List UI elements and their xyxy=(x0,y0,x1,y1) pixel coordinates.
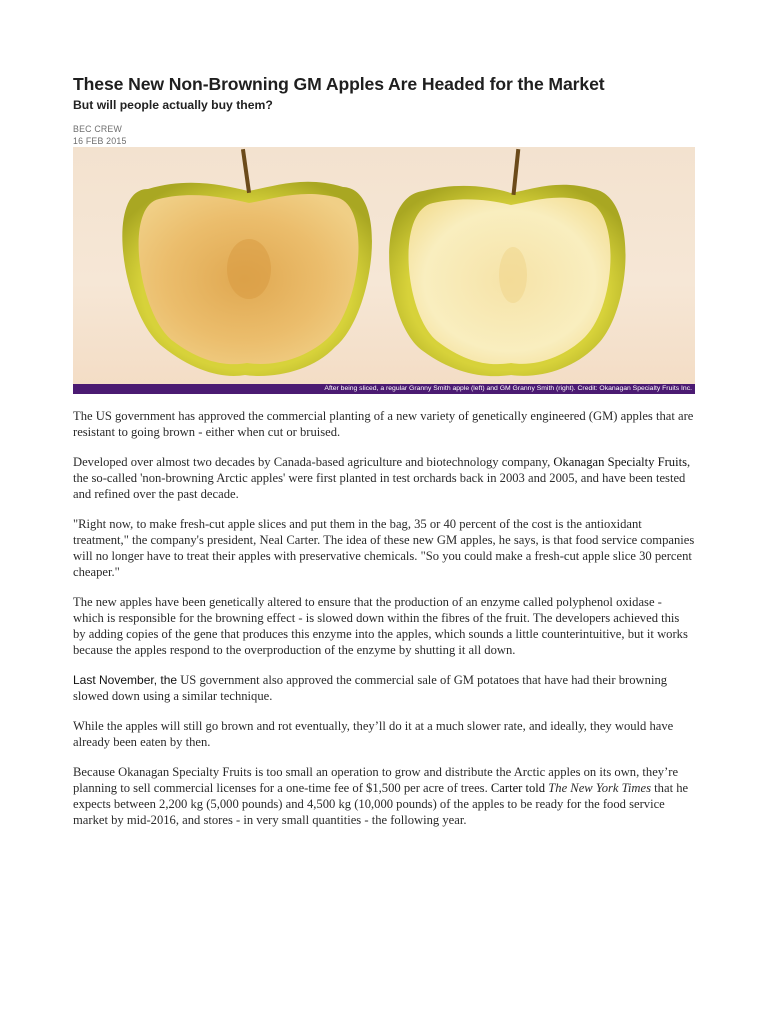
text: , the so-called 'non-browning Arctic apples' were first planted in test orchards back in 2003 and 2005, and have been tested and refined over the past decade. xyxy=(73,455,691,501)
paragraph xyxy=(73,672,695,704)
last-november-link[interactable]: Last November, the xyxy=(73,673,178,687)
okanagan-link[interactable]: Okanagan Specialty Fruits xyxy=(553,455,687,469)
text: that he expects between 2,200 kg (5,000 pounds) and 4,500 kg (10,000 pounds) of the apples to be ready for the food service market by mid-2016, and stores - in very small quantities - the following year. xyxy=(73,781,689,827)
author-name: BEC CREW xyxy=(73,124,123,134)
article-body xyxy=(73,408,695,828)
photo-caption: After being sliced, a regular Granny Smith apple (left) and GM Granny Smith (right). Credit: Okanagan Specialty Fruits Inc. xyxy=(73,384,695,394)
carter-told-link[interactable]: Carter told xyxy=(490,781,546,795)
regular-apple xyxy=(122,149,372,376)
article xyxy=(73,72,695,842)
text: Developed over almost two decades by Canada-based agriculture and biotechnology company, xyxy=(73,455,554,469)
paragraph: While the apples will still go brown and rot eventually, they’ll do it at a much slower rate, and ideally, they would have already been eaten by then. xyxy=(73,719,674,749)
byline xyxy=(73,123,695,147)
gm-apple xyxy=(389,149,625,376)
article-subtitle: But will people actually buy them? xyxy=(73,98,273,112)
publish-date: 16 FEB 2015 xyxy=(73,136,127,146)
article-title: These New Non-Browning GM Apples Are Headed for the Market xyxy=(73,74,605,94)
nyt-title: The New York Times xyxy=(548,781,652,795)
apples-illustration xyxy=(73,147,695,394)
paragraph: "Right now, to make fresh-cut apple slices and put them in the bag, 35 or 40 percent of the cost is the antioxidant treatment," the company's president, Neal Carter. The idea of these new GM apples, he says, is that food service companies will no longer have to treat their apples with preservative chemicals. "So you could make a fresh-cut apple slice 30 percent cheaper." xyxy=(73,517,695,579)
paragraph xyxy=(73,454,695,502)
paragraph xyxy=(73,764,695,828)
paragraph: The US government has approved the commercial planting of a new variety of genetically engineered (GM) apples that are resistant to going brown - either when cut or bruised. xyxy=(73,409,694,439)
apple-comparison-photo xyxy=(73,147,695,394)
text: US government also approved the commercial sale of GM potatoes that have had their browning slowed down using a similar technique. xyxy=(73,673,668,703)
paragraph: The new apples have been genetically altered to ensure that the production of an enzyme called polyphenol oxidase - which is responsible for the browning effect - is slowed down within the fibres of the fruit. The developers achieved this by adding copies of the gene that produces this enzyme into the apples, which sounds a little counterintuitive, but it works because the apples respond to the overproduction of the enzyme by shutting it all down. xyxy=(73,595,688,657)
text: Because Okanagan Specialty Fruits is too small an operation to grow and distribute the Arctic apples on its own, they’re planning to sell commercial licenses for a one-time fee of $1,500 per acre of trees. xyxy=(73,765,679,795)
